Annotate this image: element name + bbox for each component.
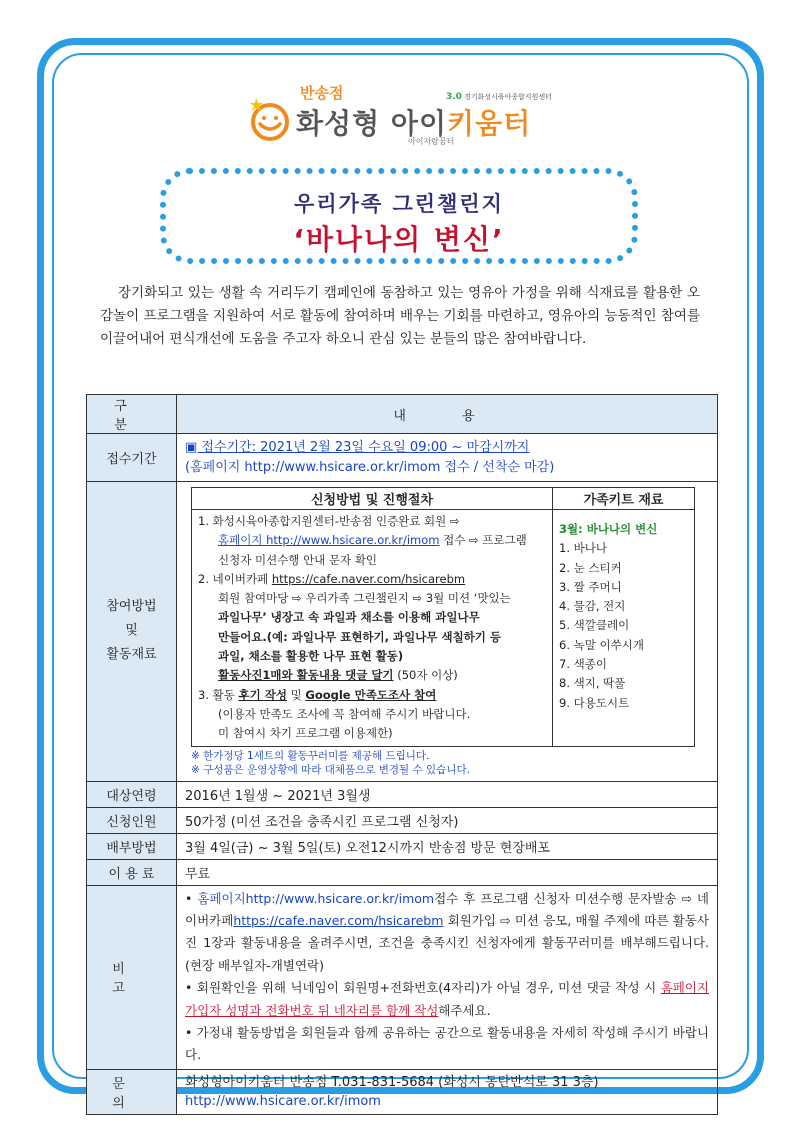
value-contact: [177, 1069, 718, 1114]
list-item: 3. 짤 주머니: [559, 579, 622, 594]
label-reception: 접수기간: [87, 434, 177, 482]
remark-cafe-link[interactable]: https://cafe.naver.com/hsicarebm: [233, 912, 444, 928]
value-age: 2016년 1월생 ~ 2021년 3월생: [177, 781, 718, 807]
org-name: 경기화성시육아종합지원센터: [463, 93, 552, 101]
row-remarks: [87, 885, 718, 1069]
value-remarks: [177, 885, 718, 1069]
kit-title: 3월: 바나나의 변신: [559, 522, 658, 536]
label-age: 대상연령: [87, 781, 177, 807]
row-reception: [87, 434, 718, 482]
remark-3: • 가정내 활동방법을 회원들과 함께 공유하는 공간으로 활동내용을 자세히 작성해 주시기 바랍니다.: [185, 1025, 709, 1063]
list-item: 7. 색종이: [559, 657, 607, 672]
label-distribution: 배부방법: [87, 833, 177, 859]
procedure-table: [191, 487, 695, 747]
reception-period: ▣ 접수기간: 2021년 2월 23일 수요일 09:00 ~ 마감시까지: [185, 439, 530, 455]
list-item: 6. 녹말 이쑤시개: [559, 637, 644, 652]
note-1: ※ 한가정당 1세트의 활동꾸러미를 제공해 드립니다.: [191, 749, 430, 762]
row-age: [87, 781, 718, 807]
header-category: 구 분: [87, 395, 177, 434]
title-line-1: 우리가족 그린챌린지: [294, 192, 504, 216]
info-table: [86, 394, 718, 1115]
steps-header: 신청방법 및 진행절차: [192, 488, 553, 510]
logo-name: 화성형 아이키움터: [296, 107, 532, 140]
row-contact: [87, 1069, 718, 1114]
list-item: 8. 색지, 딱풀: [559, 676, 626, 691]
reception-method: (홈페이지 http://www.hsicare.or.kr/imom 접수 / 선착순 마감): [185, 459, 555, 475]
list-item: 5. 색깔클레이: [559, 618, 630, 633]
contact-link[interactable]: http://www.hsicare.or.kr/imom: [185, 1093, 381, 1109]
header-content: 내 용: [177, 395, 718, 434]
row-distribution: [87, 833, 718, 859]
label-contact: 문 의: [87, 1069, 177, 1114]
logo-branch: 반송점: [300, 84, 344, 102]
label-participation: 참여방법 및 활동재료: [87, 482, 177, 782]
label-count: 신청인원: [87, 807, 177, 833]
value-fee: 무료: [177, 859, 718, 885]
cafe-link[interactable]: https://cafe.naver.com/hsicarebm: [271, 571, 466, 586]
value-distribution: 3월 4일(금) ~ 3월 5일(토) 오전12시까지 반송점 방문 현장배포: [177, 833, 718, 859]
list-item: 9. 다용도시트: [559, 695, 630, 710]
label-remarks: 비 고: [87, 885, 177, 1069]
kit-header: 가족키트 재료: [553, 488, 695, 510]
list-item: 1. 바나나: [559, 541, 607, 556]
list-item: 2. 눈 스티커: [559, 560, 622, 575]
label-fee: 이 용 료: [87, 859, 177, 885]
contact-info: 화성형아이키움터 반송점 T.031-831-5684 (화성시 동탄반석로 31 3층): [185, 1074, 599, 1090]
value-reception: [177, 434, 718, 482]
row-fee: [87, 859, 718, 885]
title-line-2: ‘바나나의 변신’: [293, 223, 505, 256]
value-count: 50가정 (미션 조건을 충족시킨 프로그램 신청자): [177, 807, 718, 833]
row-count: [87, 807, 718, 833]
org-mark: [446, 92, 552, 102]
row-participation: [87, 482, 718, 782]
logo-subtitle: 아이자람꿈터: [408, 137, 455, 146]
value-participation: [177, 482, 718, 782]
remark-2: • 회원확인을 위해 닉네임이 회원명+전화번호(4자리)가 아닐 경우, 미션 댓글 작성 시 홈페이지 가입자 성명과 전화번호 뒤 네자리를 함께 작성해주세요.: [185, 980, 709, 1018]
remark-homepage-link[interactable]: 홈페이지http://www.hsicare.or.kr/imom: [197, 890, 435, 906]
smiley-icon: [248, 94, 296, 142]
intro-paragraph: 장기화되고 있는 생활 속 거리두기 캠페인에 동참하고 있는 영유아 가정을 위해 식재료를 활용한 오감놀이 프로그램을 지원하여 서로 활동에 참여하며 배우는 기회를 마련하고, 영유아의 능동적인 참여를 이끌어내어 편식개선에 도움을 주고자 하오니 관심 있는 분들의 많은 참여바랍니다.: [100, 285, 700, 347]
kit-list: [553, 510, 695, 747]
remark-1: • 홈페이지http://www.hsicare.or.kr/imom접수 후 프로그램 신청자 미션수행 문자발송 ⇨ 네이버카페https://cafe.naver.com/hsicarebm 회원가입 ⇨ 미션 응모, 매월 주제에 따른 활동사진 1장과 활동내용을 올려주시면, 조건을 충족시킨 신청자에게 활동꾸러미를 배부해드립니다. (현장 배부일자-개별연락): [185, 890, 709, 973]
list-item: 4. 물감, 전지: [559, 599, 626, 614]
title-box: [160, 168, 638, 264]
org-logo-mark: 3.0: [446, 92, 462, 102]
table-header-row: [87, 395, 718, 434]
steps-list: 1. 화성시육아종합지원센터-반송점 인증완료 회원 ⇨ 홈페이지 http://www.hsicare.or.kr/imom 접수 ⇨ 프로그램 신청자 미션수행 안내 문자 확인 2. 네이버카페 https://cafe.naver.com/hsicarebm 회원 참여마당 ⇨ 우리가족 그린챌린지 ⇨ 3월 미션 ‘맛있는 과일나무’ 냉장고 속 과일과 채소를 이용해 과일나무 만들어요.(예: 과일나무 표현하기, 과일나무 색칠하기 등 과일, 채소를 활용한 나무 표현 활동) 활동사진1매와 활동내용 댓글 달기 (50자 이상) 3. 활동 후기 작성 및 Google 만족도조사 참여 (이용자 만족도 조사에 꼭 참여해 주시기 바랍니다. 미 참여시 차기 프로그램 이용제한): [192, 510, 553, 747]
homepage-link[interactable]: 홈페이지 http://www.hsicare.or.kr/imom: [218, 533, 440, 548]
note-2: ※ 구성품은 운영상황에 따라 대체품으로 변경될 수 있습니다.: [191, 763, 470, 776]
